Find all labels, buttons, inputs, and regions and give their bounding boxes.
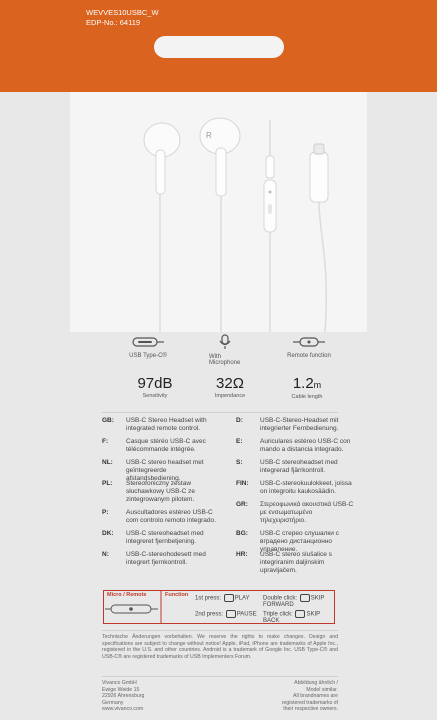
lang-gr: GR: Στερεοφωνικά ακουστικά USB-C με ενσωματωμένο τηλεχειριστήριο.	[236, 501, 354, 524]
remote-function-feature: Remote function	[280, 335, 338, 359]
divider	[102, 630, 338, 631]
lang-s: S: USB-C stereoheadset med integrerad fjärrkontroll.	[236, 459, 338, 474]
product-photo	[70, 92, 367, 332]
lang-d: D: USB-C-Stereo-Headset mit integrierter Fernbedienung.	[236, 417, 339, 432]
disclaimer-note: Abbildung ähnlich / Model similar. All brandnames are registered trademarks of their respective owners.	[281, 680, 338, 712]
remote-function-box	[103, 590, 335, 624]
lang-gb: GB: USB-C Stereo Headset with integrated remote control.	[102, 417, 207, 432]
usb-c-icon	[131, 335, 165, 349]
product-code: WEVVES10USBC_W EDP-No.: 64119	[86, 8, 159, 27]
skip-back-icon	[295, 610, 305, 618]
orange-header	[0, 0, 437, 92]
hang-hole	[154, 36, 284, 58]
lang-p: P: Auscultadores estéreo USB-C com controlo remoto integrado.	[102, 509, 216, 524]
first-press-row: 1st press: PLAY	[195, 595, 250, 602]
triple-click-row: Triple click: SKIP BACK	[263, 611, 321, 624]
pause-icon	[226, 610, 236, 618]
lang-bg: BG: USB-C стерео слушалки с вградено дистанционно управление.	[236, 530, 339, 553]
lang-f: F: Casque stéréo USB-C avec télécommande intégrée.	[102, 438, 206, 453]
svg-text:R: R	[206, 131, 212, 140]
lang-pl: PL: Stereofoniczny zestaw słuchawkowy USB-C ze zintegrowanym pilotem.	[102, 480, 195, 503]
divider	[102, 676, 338, 677]
earphones-illustration	[70, 92, 367, 332]
lang-nl: NL: USB-C stereo headset met geïntegreerde afstandsbediening.	[102, 459, 204, 482]
second-press-row: 2nd press: PAUSE	[195, 611, 257, 618]
lang-e: E: Auriculares estéreo USB-C con mando a distancia integrado.	[236, 438, 351, 453]
micro-remote-title: Micro / Remote	[107, 592, 147, 598]
company-address: Vivanco GmbH Ewige Weide 15 22926 Ahrensburg Germany www.vivanco.com	[102, 680, 145, 712]
lang-dk: DK: USB-C stereoheadset med integreret fjernbetjening.	[102, 530, 204, 545]
divider	[102, 412, 338, 413]
play-icon	[224, 594, 234, 602]
microphone-icon	[218, 334, 232, 350]
spec-sensitivity: 97dB Sensitivity	[137, 375, 173, 399]
legal-text: Technische Änderungen vorbehalten. We reserve the rights to make changes. Design and specifications are subject to change without notice! Apple, iPad, iPhone are trademarks of Apple Inc., registered in the U.S. and other countries. Android is a trademark of Google Inc. USB Type-C® and USB-C® are registered trademarks of USB Implementers Forum.	[102, 634, 338, 660]
double-click-row: Double click: SKIP FORWARD	[263, 595, 325, 608]
lang-n: N: USB-C-stereohodesett med integrert fjernkontroll.	[102, 551, 206, 566]
lang-hr: HR: USB-C stereo slušalice s integriranim daljinskim upravljačem.	[236, 551, 332, 574]
microphone-feature: With Microphone	[205, 334, 245, 366]
usb-type-c-feature: USB Type-C®	[118, 335, 178, 359]
skip-forward-icon	[300, 594, 310, 602]
lang-fin: FIN: USB-C-stereokuulokkeet, joissa on integroitu kaukosäädin.	[236, 480, 352, 495]
function-title: Function	[165, 592, 189, 598]
remote-icon	[292, 335, 326, 349]
spec-cable-length: 1.2m Cable length	[291, 375, 323, 400]
spec-impedance: 32Ω Impendance	[214, 375, 246, 399]
